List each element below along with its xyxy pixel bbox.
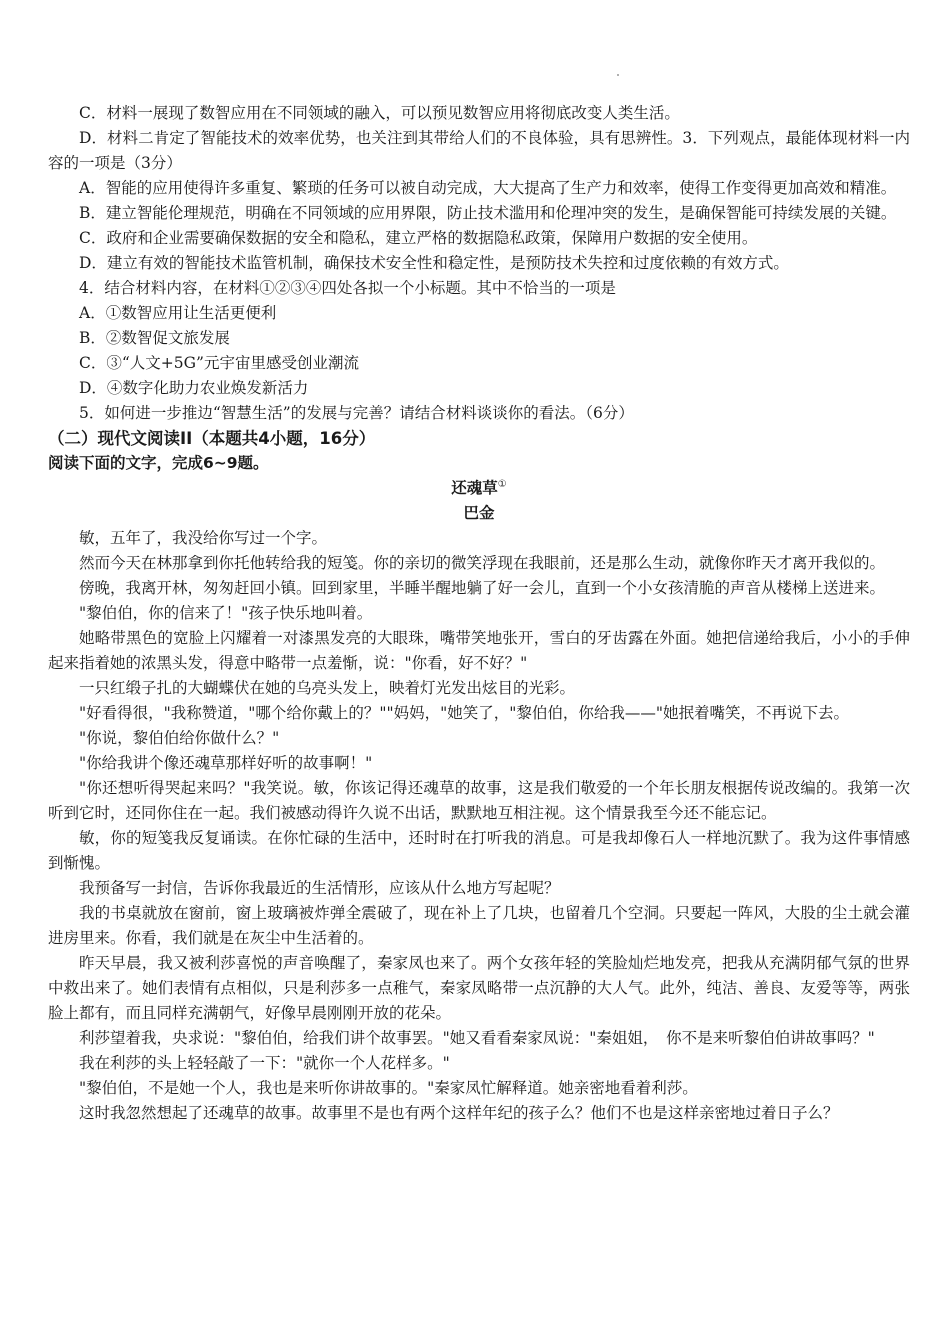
section-heading: （二）现代文阅读II（本题共4小题，16分） [48, 429, 376, 448]
passage-paragraph: "你还想听得哭起来吗？"我笑说。敏，你该记得还魂草的故事，这是我们敬爱的一个年长朋友根据传说改编的。我第一次听到它时，还同你住在一起。我们被感动得许久说不出话，默默地互相注视。这个情景我至今还不能忘记。 [48, 779, 910, 822]
q4-option-d: D．④数字化助力农业焕发新活力 [79, 379, 309, 397]
passage-paragraph: "黎伯伯，不是她一个人，我也是来听你讲故事的。"秦家凤忙解释道。她亲密地看着利莎。 [79, 1079, 698, 1097]
passage-paragraph: 她略带黑色的宽脸上闪耀着一对漆黑发亮的大眼珠，嘴带笑地张开，雪白的牙齿露在外面。她把信递给我后，小小的手伸起来指着她的浓黑头发，得意中略带一点羞惭，说："你看，好不好？" [48, 629, 910, 672]
passage-paragraph: "好看得很，"我称赞道，"哪个给你戴上的？""妈妈，"她笑了，"黎伯伯，你给我——"她抿着嘴笑，不再说下去。 [79, 704, 850, 722]
passage-paragraph: 我预备写一封信，告诉你我最近的生活情形，应该从什么地方写起呢？ [79, 879, 560, 897]
passage-paragraph: 我的书桌就放在窗前，窗上玻璃被炸弹全震破了，现在补上了几块，也留着几个空洞。只要起一阵风，大股的尘土就会灌进房里来。你看，我们就是在灰尘中生活着的。 [48, 904, 910, 947]
passage-paragraph: 昨天早晨，我又被利莎喜悦的声音唤醒了，秦家凤也来了。两个女孩年轻的笑脸灿烂地发亮，把我从充满阴郁气氛的世界中救出来了。她们表情有点相似，只是利莎多一点稚气，秦家凤略带一点沉静的大人气。此外，纯洁、善良、友爱等等，两张脸上都有，而且同样充满朝气，好像早晨刚刚开放的花朵。 [48, 954, 910, 1022]
article-author: 巴金 [463, 504, 495, 522]
scan-dot [617, 74, 619, 76]
q3-option-d: D．建立有效的智能技术监管机制，确保技术安全性和稳定性，是预防技术失控和过度依赖的有效方式。 [79, 254, 789, 272]
passage-paragraph: 敏，你的短笺我反复诵读。在你忙碌的生活中，还时时在打听我的消息。可是我却像石人一样地沉默了。我为这件事情感到惭愧。 [48, 829, 910, 872]
q4-option-b: B．②数智促文旅发展 [79, 329, 230, 347]
option-c: C．材料一展现了数智应用在不同领域的融入，可以预见数智应用将彻底改变人类生活。 [79, 104, 680, 122]
passage-paragraph: "你给我讲个像还魂草那样好听的故事啊！" [79, 754, 373, 772]
passage-paragraph: 利莎望着我，央求说："黎伯伯，给我们讲个故事罢。"她又看看秦家凤说："秦姐姐， 你不是来听黎伯伯讲故事吗？" [79, 1029, 875, 1047]
passage-paragraph: 傍晚，我离开林，匆匆赶回小镇。回到家里，半睡半醒地躺了好一会儿，直到一个小女孩清脆的声音从楼梯上送进来。 [79, 579, 886, 597]
q3-option-b: B．建立智能伦理规范，明确在不同领域的应用界限，防止技术滥用和伦理冲突的发生，是确保智能可持续发展的关键。 [79, 204, 897, 222]
passage-paragraph: 我在利莎的头上轻轻敲了一下："就你一个人花样多。" [79, 1054, 450, 1072]
passage-paragraph: "黎伯伯，你的信来了！"孩子快乐地叫着。 [79, 604, 373, 622]
passage-paragraph: 然而今天在林那拿到你托他转给我的短笺。你的亲切的微笑浮现在我眼前，还是那么生动，就像你昨天才离开我似的。 [79, 554, 886, 572]
q4-option-c: C．③“人文+5G”元宇宙里感受创业潮流 [79, 354, 359, 372]
passage-paragraph: 敏，五年了，我没给你写过一个字。 [79, 529, 328, 547]
footnote-marker: ① [497, 478, 507, 490]
document-page [48, 101, 910, 1126]
article-title-text: 还魂草 [451, 479, 498, 497]
q4-option-a: A．①数智应用让生活更便利 [79, 304, 277, 322]
passage-paragraph: 一只红缎子扎的大蝴蝶伏在她的乌亮头发上，映着灯光发出炫目的光彩。 [79, 679, 576, 697]
option-d-question-3: D．材料二肯定了智能技术的效率优势，也关注到其带给人们的不良体验，具有思辨性。3．下列观点，最能体现材料一内容的一项是（3分） [48, 129, 910, 172]
question-5: 5．如何进一步推边“智慧生活”的发展与完善？请结合材料谈谈你的看法。（6分） [79, 404, 634, 422]
article-title [48, 476, 910, 501]
passage-paragraph: 这时我忽然想起了还魂草的故事。故事里不是也有两个这样年纪的孩子么？他们不也是这样亲密地过着日子么？ [79, 1104, 839, 1122]
section-instruction: 阅读下面的文字，完成6~9题。 [48, 454, 269, 472]
question-4: 4．结合材料内容，在材料①②③④四处各拟一个小标题。其中不恰当的一项是 [79, 279, 616, 297]
q3-option-a: A．智能的应用使得许多重复、繁琐的任务可以被自动完成，大大提高了生产力和效率，使得工作变得更加高效和精准。 [79, 179, 897, 197]
passage-paragraph: "你说，黎伯伯给你做什么？" [79, 729, 280, 747]
q3-option-c: C．政府和企业需要确保数据的安全和隐私，建立严格的数据隐私政策，保障用户数据的安全使用。 [79, 229, 758, 247]
